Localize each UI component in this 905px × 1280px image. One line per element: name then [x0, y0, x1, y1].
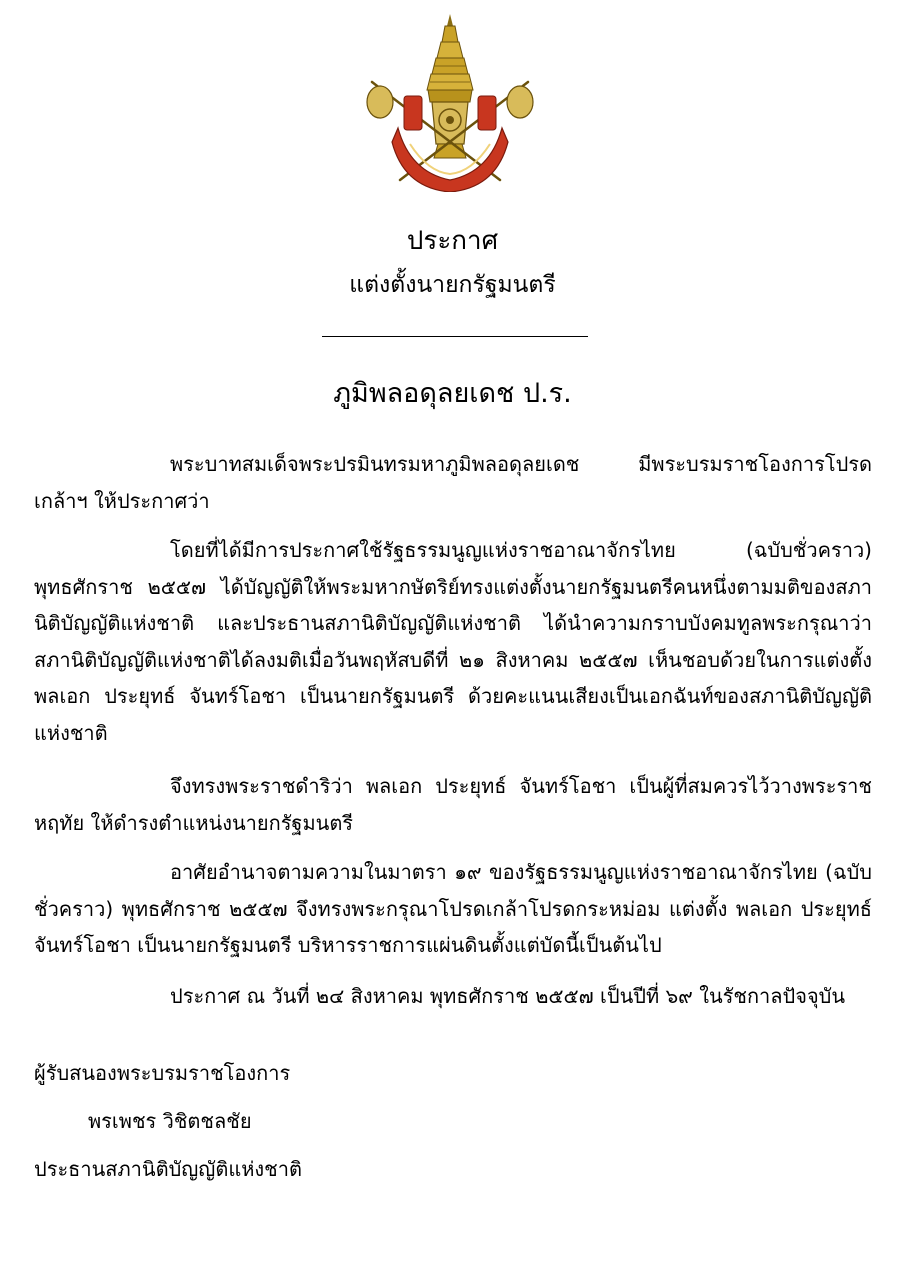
- paragraph-text: จึงทรงพระราชดำริว่า พลเอก ประยุทธ์ จันทร์โอชา เป็นผู้ที่สมควรไว้วางพระราชหฤทัย ให้ดำรงตำแหน่งนายกรัฐมนตรี: [34, 774, 872, 835]
- paragraph-text: โดยที่ได้มีการประกาศใช้รัฐธรรมนูญแห่งราชอาณาจักรไทย (ฉบับชั่วคราว) พุทธศักราช ๒๕๕๗ ได้บัญญัติให้พระมหากษัตริย์ทรงแต่งตั้งนายกรัฐมนตรีคนหนึ่งตามมติของสภานิติบัญญัติแห่งชาติ และประธานสภานิติบัญญัติแห่งชาติ ได้นำความกราบบังคมทูลพระกรุณาว่า สภานิติบัญญัติแห่งชาติได้ลงมติเมื่อวันพฤหัสบดีที่ ๒๑ สิงหาคม ๒๕๕๗ เห็นชอบด้วยในการแต่งตั้ง พลเอก ประยุทธ์ จันทร์โอชา เป็นนายกรัฐมนตรี ด้วยคะแนนเสียงเป็นเอกฉันท์ของสภานิติบัญญัติแห่งชาติ: [34, 538, 872, 745]
- royal-signature: ภูมิพลอดุลยเดช ป.ร.: [333, 378, 572, 409]
- paragraph-text: อาศัยอำนาจตามความในมาตรา ๑๙ ของรัฐธรรมนูญแห่งราชอาณาจักรไทย (ฉบับชั่วคราว) พุทธศักราช ๒๕๕๗ จึงทรงพระกรุณาโปรดเกล้าโปรดกระหม่อม แต่งตั้ง พลเอก ประยุทธ์ จันทร์โอชา เป็นนายกรัฐมนตรี บริหารราชการแผ่นดินตั้งแต่บัดนี้เป็นต้นไป: [34, 860, 872, 957]
- paragraph-preamble: [34, 446, 872, 519]
- countersign-position: ประธานสภานิติบัญญัติแห่งชาติ: [34, 1157, 302, 1181]
- paragraph-appointment: [34, 854, 872, 964]
- proclamation-title: ประกาศ: [406, 226, 499, 256]
- paragraph-date: [34, 978, 872, 1015]
- paragraph-whereas: [34, 532, 872, 751]
- royal-emblem-icon: [350, 12, 550, 192]
- paragraph-consideration: [34, 768, 872, 841]
- proclamation-subtitle: แต่งตั้งนายกรัฐมนตรี: [349, 272, 556, 298]
- countersign-name: พรเพชร วิชิตชลชัย: [88, 1109, 252, 1133]
- paragraph-text: ประกาศ ณ วันที่ ๒๔ สิงหาคม พุทธศักราช ๒๕๕๗ เป็นปีที่ ๖๙ ในรัชกาลปัจจุบัน: [170, 984, 846, 1008]
- paragraph-text: พระบาทสมเด็จพระปรมินทรมหาภูมิพลอดุลยเดช มีพระบรมราชโองการโปรดเกล้าฯ ให้ประกาศว่า: [34, 452, 872, 513]
- countersign-label: ผู้รับสนองพระบรมราชโองการ: [34, 1061, 291, 1085]
- crown-spire-shape: [427, 14, 473, 102]
- title-divider: [322, 336, 588, 337]
- throne-body-shape: [432, 102, 468, 158]
